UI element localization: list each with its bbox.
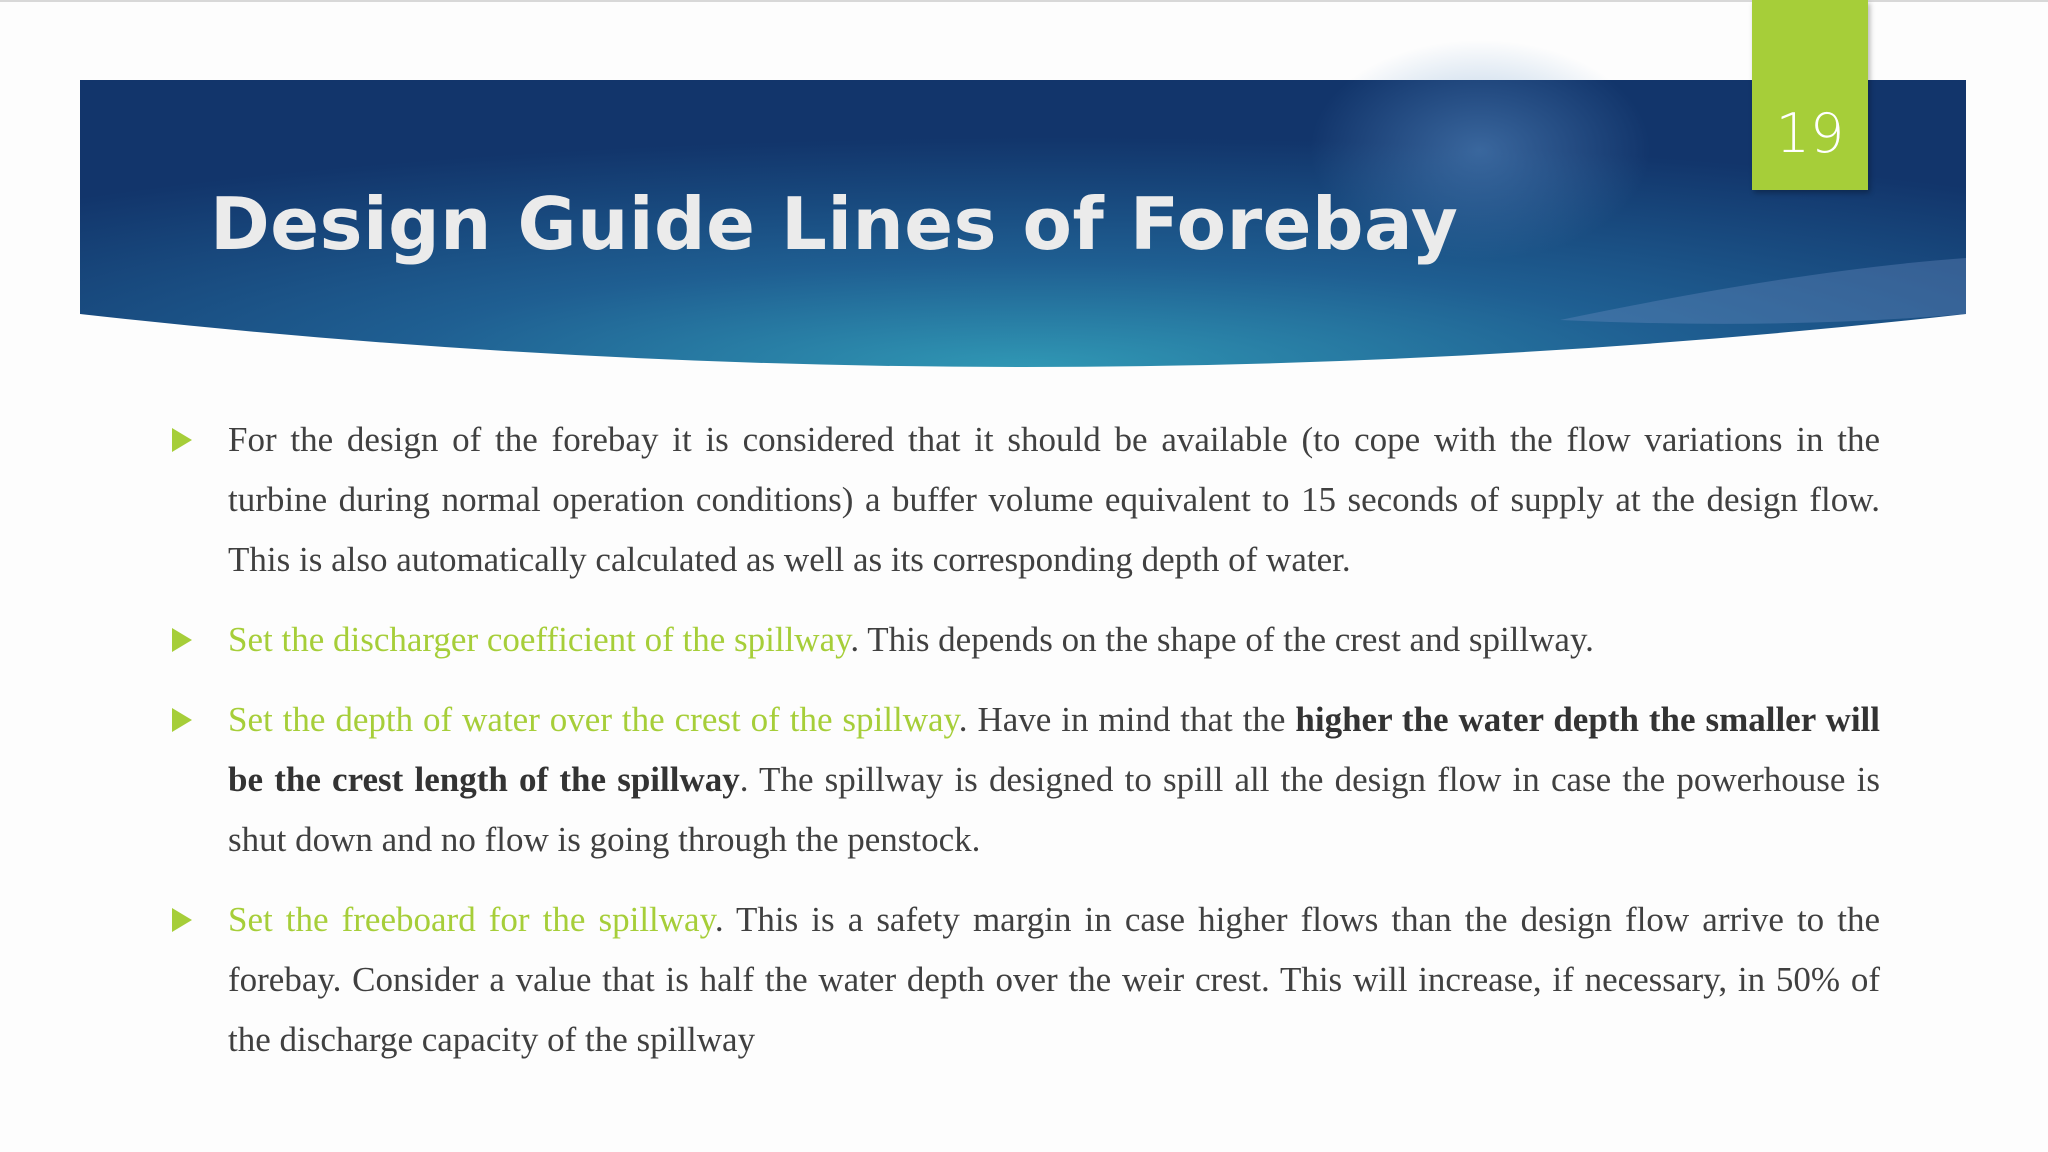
bullet-item-buffer-volume bbox=[172, 410, 1880, 590]
bullet-bold-text: higher the water depth the smaller will be the crest length of the spillway bbox=[228, 700, 1880, 799]
triangle-right-icon bbox=[172, 428, 192, 452]
bullet-item-water-depth bbox=[172, 690, 1880, 870]
triangle-right-icon bbox=[172, 628, 192, 652]
slide-title: Design Guide Lines of Forebay bbox=[210, 182, 1459, 266]
bullet-text: . The spillway is designed to spill all the design flow in case the powerhouse is shut down and no flow is going through the penstock. bbox=[228, 760, 1880, 859]
bullet-text: . Have in mind that the bbox=[958, 700, 1296, 739]
bullet-text: . This is a safety margin in case higher flows than the design flow arrive to the forebay. Consider a value that is half the water depth over the weir crest. This will increase, if necessary, in 50% of the discharge capacity of the spillway bbox=[228, 900, 1881, 1059]
slide-number-badge bbox=[1752, 0, 1868, 190]
bullet-item-discharge-coefficient bbox=[172, 610, 1880, 670]
bullet-list bbox=[172, 410, 1880, 1070]
slide-number: 19 bbox=[1775, 102, 1845, 165]
bullet-highlight: Set the depth of water over the crest of the spillway bbox=[228, 700, 959, 739]
bullet-item-freeboard bbox=[172, 890, 1880, 1070]
triangle-right-icon bbox=[172, 908, 192, 932]
triangle-right-icon bbox=[172, 708, 192, 732]
bullet-highlight: Set the discharger coefficient of the spillway bbox=[228, 620, 851, 659]
bullet-text: . This depends on the shape of the crest and spillway. bbox=[850, 620, 1594, 659]
bullet-highlight: Set the freeboard for the spillway bbox=[228, 900, 715, 939]
bullet-text: For the design of the forebay it is considered that it should be available (to cope with the flow variations in the turbine during normal operation conditions) a buffer volume equivalent to 15 seconds of supply at the design flow. This is also automatically calculated as well as its corresponding depth of water. bbox=[228, 420, 1880, 579]
